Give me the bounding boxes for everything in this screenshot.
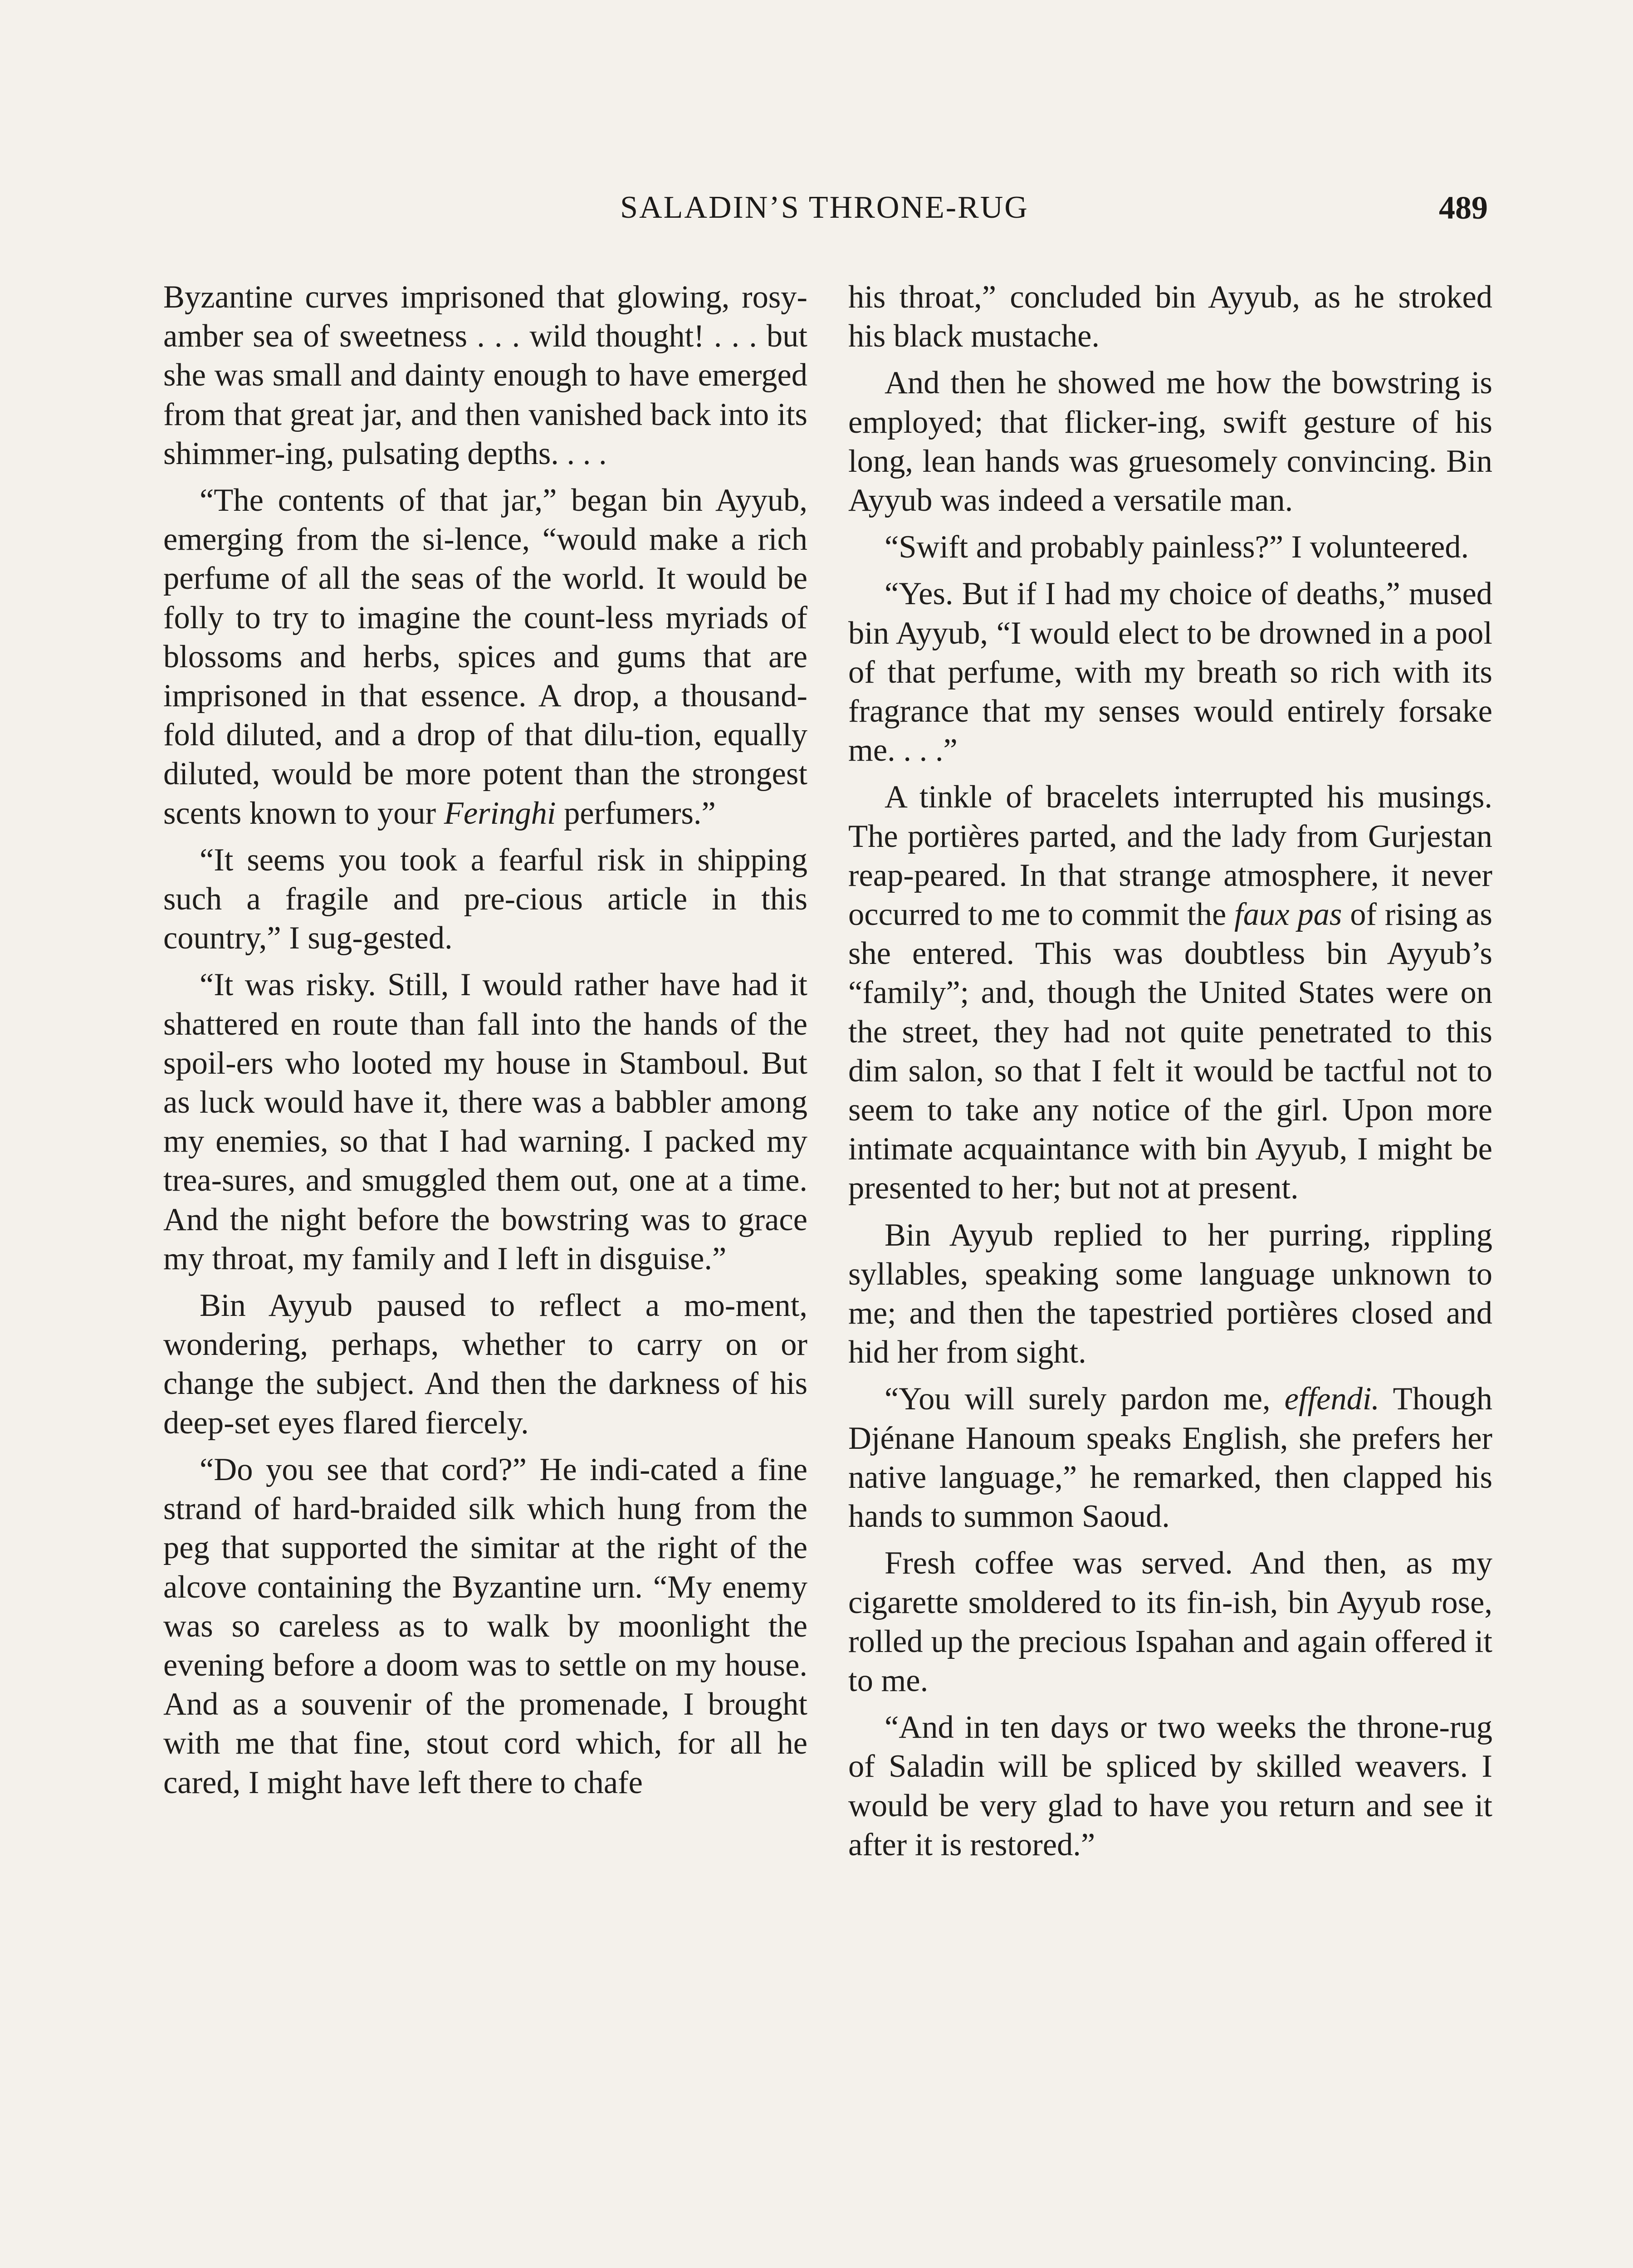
- paragraph-text: “You will surely pardon me,: [885, 1381, 1285, 1417]
- paragraph: [163, 481, 807, 833]
- paragraph-text: “The contents of that jar,” began bin Ayyub, emerging from the si-lence, “would make a rich perfume of all the seas of the world. It would be folly to try to imagine the count-less myriads of blossoms and herbs, spices and gums that are imprisoned in that essence. A drop, a thousand-fold diluted, and a drop of that dilu-tion, equally diluted, would be more potent than the strongest scents known to your: [163, 483, 807, 831]
- paragraph: “And in ten days or two weeks the throne-rug of Saladin will be spliced by skilled weavers. I would be very glad to have you return and see it after it is restored.”: [848, 1710, 1492, 1862]
- paragraph: “It was risky. Still, I would rather have had it shattered en route than fall into the hands of the spoil-ers who looted my house in Stamboul. But as luck would have it, there was a babbler among my enemies, so that I had warning. I packed my trea-sures, and smuggled them out, one at a time. And the night before the bowstring was to grace my throat, my family and I left in disguise.”: [163, 967, 807, 1276]
- paragraph: “Yes. But if I had my choice of deaths,” mused bin Ayyub, “I would elect to be drowned in a pool of that perfume, with my breath so rich with its fragrance that my senses would entirely forsake me. . . .”: [848, 576, 1492, 768]
- paragraph: And then he showed me how the bowstring is employed; that flicker-ing, swift gesture of his long, lean hands was gruesomely convincing. Bin Ayyub was indeed a versatile man.: [848, 365, 1492, 518]
- italic-word: Feringhi: [444, 795, 556, 831]
- paragraph-text: Though Djénane Hanoum speaks English, she prefers her native language,” he remarked, then clapped his hands to summon Saoud.: [848, 1381, 1492, 1535]
- right-column: [848, 278, 1492, 1872]
- paragraph-text: perfumers.”: [556, 795, 716, 831]
- paragraph-text: A tinkle of bracelets interrupted his musings. The portières parted, and the lady from Gurjestan reap-peared. In that strange atmosphere, it never occurred to me to commit the: [848, 779, 1492, 933]
- paragraph-text: of rising as she entered. This was doubtless bin Ayyub’s “family”; and, though the United States were on the street, they had not quite penetrated to this dim salon, so that I felt it would be tactful not to seem to take any notice of the girl. Upon more intimate acquaintance with bin Ayyub, I might be presented to her; but not at present.: [848, 897, 1492, 1206]
- running-head: [161, 185, 1488, 235]
- paragraph: “Swift and probably painless?” I volunteered.: [885, 529, 1469, 565]
- paragraph: [848, 777, 1492, 1207]
- paragraph: [848, 1379, 1492, 1536]
- paragraph: Byzantine curves imprisoned that glowing, rosy-amber sea of sweetness . . . wild thought! . . . but she was small and dainty enough to have emerged from that great jar, and then vanished back into its shimmer-ing, pulsating depths. . . .: [163, 279, 807, 471]
- paragraph: Fresh coffee was served. And then, as my cigarette smoldered to its fin-ish, bin Ayyub rose, rolled up the precious Ispahan and again offered it to me.: [848, 1545, 1492, 1698]
- italic-word: effendi.: [1284, 1381, 1380, 1417]
- paragraph: “It seems you took a fearful risk in shipping such a fragile and pre-cious article in this country,” I sug-gested.: [163, 842, 807, 956]
- running-title: SALADIN’S THRONE-RUG: [620, 190, 1029, 225]
- italic-phrase: faux pas: [1234, 897, 1342, 933]
- paragraph: his throat,” concluded bin Ayyub, as he stroked his black mustache.: [848, 279, 1492, 354]
- paragraph: Bin Ayyub paused to reflect a mo-ment, wondering, perhaps, whether to carry on or change the subject. And then the darkness of his deep-set eyes flared fiercely.: [163, 1288, 807, 1441]
- page-number: 489: [1439, 190, 1488, 226]
- left-column: [163, 278, 807, 1810]
- paragraph: Bin Ayyub replied to her purring, rippling syllables, speaking some language unknown to me; and then the tapestried portières closed and hid her from sight.: [848, 1217, 1492, 1370]
- paragraph: “Do you see that cord?” He indi-cated a fine strand of hard-braided silk which hung from the peg that supported the simitar at the right of the alcove containing the Byzantine urn. “My enemy was so careless as to walk by moonlight the evening before a doom was to settle on my house. And as a souvenir of the promenade, I brought with me that fine, stout cord which, for all he cared, I might have left there to chafe: [163, 1452, 807, 1800]
